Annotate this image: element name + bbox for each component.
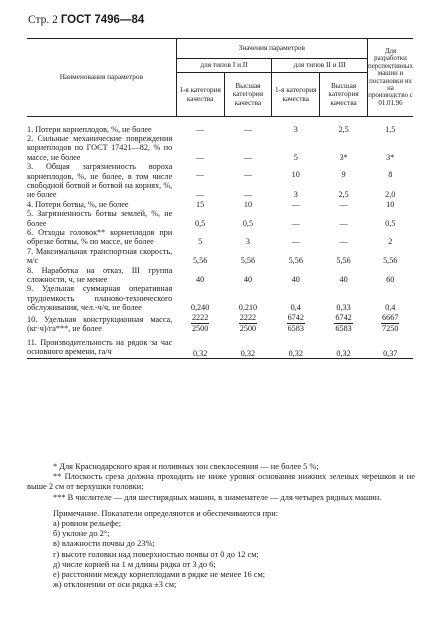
table-row [27, 125, 413, 134]
cell-value: 0,210 [238, 303, 258, 313]
cell-value: — [196, 124, 205, 134]
cell-value: 3 [245, 237, 250, 247]
cell-value: — [243, 152, 253, 162]
row-label: 6. Отходы головок** корнеплодов при обрезке ботвы, % по массе, не более [27, 227, 173, 247]
cell-value: — [196, 152, 205, 162]
table-row [27, 200, 413, 209]
cell-value: 5,56 [240, 256, 256, 266]
note-intro: Примечание. Показатели определяются и обеспечиваются при: [53, 508, 279, 518]
cell-value: 0,5 [242, 218, 254, 228]
footnote: *** В числителе — для шестирядных машин, в знаменателе — для четырех рядных машин. [53, 492, 382, 502]
cell-value: 0,32 [288, 349, 303, 359]
condition-item: д) числе корней на 1 м длины рядка от 3 до 6; [53, 559, 216, 569]
cell-value: 5,56 [192, 256, 208, 266]
table-row [27, 284, 413, 312]
cell-value: — [291, 199, 300, 209]
condition-item: б) уклоне до 2°; [53, 529, 110, 539]
footnote: ** Плоскость среза должна проходить не ниже уровня основания нижних зеленых черешков и не выше 2 см от верхушки головки; [27, 472, 415, 492]
cell-value: 8 [388, 170, 393, 180]
denominator: 6583 [335, 323, 352, 333]
condition-item: е) расстоянии между корнеплодами в рядке не менее 16 см; [53, 570, 266, 580]
condition-item: ж) отклонении от оси рядка ±3 см; [53, 580, 177, 590]
cell-value: 0,32 [336, 349, 351, 359]
row-label: 5. Загрязненность ботвы землей, %, не более [27, 209, 173, 228]
cell-value: 2,5 [338, 124, 349, 134]
cell-value: 3 [293, 124, 298, 134]
future-header: Для разработки перспективных машин и постановки их на производство с 01.01.96 [367, 39, 413, 117]
fraction-cell [176, 313, 224, 334]
row-label: 10. Удельная конструкционная масса, (кг·ч)/га***, не более [27, 314, 173, 334]
cell-value: 0,4 [385, 303, 396, 313]
cell-value: 1,5 [385, 124, 396, 134]
cell-value: 0,32 [240, 349, 256, 359]
table-row [27, 334, 413, 359]
table-row [27, 134, 413, 162]
cat-high-header: Высшая категория качества [320, 73, 368, 117]
page-header [28, 14, 144, 26]
cell-value: 0,5 [195, 218, 206, 228]
cell-value: 3* [386, 152, 395, 162]
cell-value: 40 [196, 275, 205, 284]
cell-value: 0,4 [290, 303, 301, 313]
row-label: 11. Производительность на рядок за час основного времени, га/ч [27, 337, 173, 357]
row-label: 1. Потери корнеплодов, %, не более [27, 124, 152, 134]
cell-value: 2 [388, 237, 393, 247]
cell-value: — [339, 237, 348, 247]
fraction-cell [367, 313, 413, 334]
table-row [27, 266, 413, 285]
footnote: * Для Краснодарского края и поливных зон свеклосеяния — не более 5 %; [53, 462, 319, 471]
cell-value: — [243, 124, 253, 134]
table-row [27, 247, 413, 266]
cell-value: 9 [341, 170, 346, 180]
cell-value: 0,240 [190, 303, 210, 313]
table-row [27, 209, 413, 228]
cell-value: — [291, 218, 300, 228]
group2-header: для типов II и III [272, 59, 368, 73]
denominator: 7250 [382, 323, 399, 333]
cell-value: — [243, 190, 253, 200]
cell-value: — [196, 190, 205, 200]
fraction-cell [320, 313, 368, 334]
cell-value: 0,32 [192, 349, 208, 359]
condition-item: г) высоте головки над поверхностью почвы от 0 до 12 см; [53, 549, 259, 559]
values-header: Значения параметров [176, 39, 367, 59]
cell-value: 5 [198, 237, 203, 247]
condition-item: а) ровном рельефе; [53, 519, 122, 529]
denominator: 2500 [239, 323, 257, 333]
numerator: 6742 [335, 312, 352, 322]
cell-value: 5,56 [336, 256, 351, 266]
cell-value: 2,5 [338, 190, 349, 200]
cell-value: — [196, 170, 205, 180]
cell-value: 3 [293, 190, 298, 200]
cell-value: 2,0 [385, 190, 396, 200]
cell-value: 10 [386, 199, 395, 209]
cell-value: 5,56 [288, 256, 303, 266]
denominator: 6583 [287, 323, 304, 333]
condition-item: в) влажности почвы до 23%; [53, 539, 155, 549]
numerator: 2222 [191, 312, 209, 322]
fraction-cell [224, 313, 272, 334]
row-label: 9. Удельная суммарная оперативная трудоемкость планово-технического обслуживания, чел.-ч/ч, не более [27, 284, 173, 313]
row-label: 4. Потери ботвы, %, не более [27, 199, 129, 209]
cat1-header: 1-я категория качества [176, 73, 224, 117]
cat1-header: 1-я категория качества [272, 73, 320, 117]
numerator: 6667 [382, 312, 399, 322]
cell-value: — [339, 199, 348, 209]
cell-value: 3* [339, 152, 348, 162]
parameters-table [27, 38, 413, 359]
cell-value: 60 [386, 275, 395, 284]
table-row [27, 313, 413, 334]
cell-value: 15 [196, 199, 205, 209]
row-label: 7. Максимальная транспортная скорость, м/с [27, 246, 173, 266]
cell-value: 40 [339, 275, 348, 284]
table-row [27, 162, 413, 188]
row-label: 3. Общая загрязненность вороха корнеплодов, %, не более, в том числе свободной ботвой и ботвой на корнях, %, не более [27, 162, 173, 200]
cell-value: — [339, 218, 348, 228]
standard-code: ГОСТ 7496—84 [60, 14, 145, 26]
cell-value: 0,33 [336, 303, 351, 313]
cell-value: 10 [291, 170, 300, 180]
param-header: Наименования параметров [27, 39, 176, 117]
cell-value: 40 [243, 275, 253, 284]
cell-value: 5,56 [383, 256, 398, 266]
cell-value: 5 [293, 152, 298, 162]
group1-header: для типов I и II [176, 59, 272, 73]
cell-value: 0,5 [385, 218, 396, 228]
table-row [27, 228, 413, 247]
cat-high-header: Высшая категория качества [224, 73, 272, 117]
numerator: 6742 [287, 312, 304, 322]
page-number: Стр. 2 [28, 14, 58, 26]
cell-value: 40 [291, 275, 300, 284]
cell-value: — [243, 170, 253, 180]
fraction-cell [272, 313, 320, 334]
row-label: 8. Наработка на отказ, III группа сложности, ч, не менее [27, 265, 173, 284]
numerator: 2222 [239, 312, 257, 322]
cell-value: 0,37 [383, 349, 398, 359]
cell-value: — [291, 237, 300, 247]
notes-section [27, 462, 415, 590]
denominator: 2500 [191, 323, 209, 333]
cell-value: 10 [243, 199, 253, 209]
row-label: 2. Сильные механические повреждения корнеплодов по ГОСТ 17421—82, % по массе, не более [27, 133, 173, 162]
